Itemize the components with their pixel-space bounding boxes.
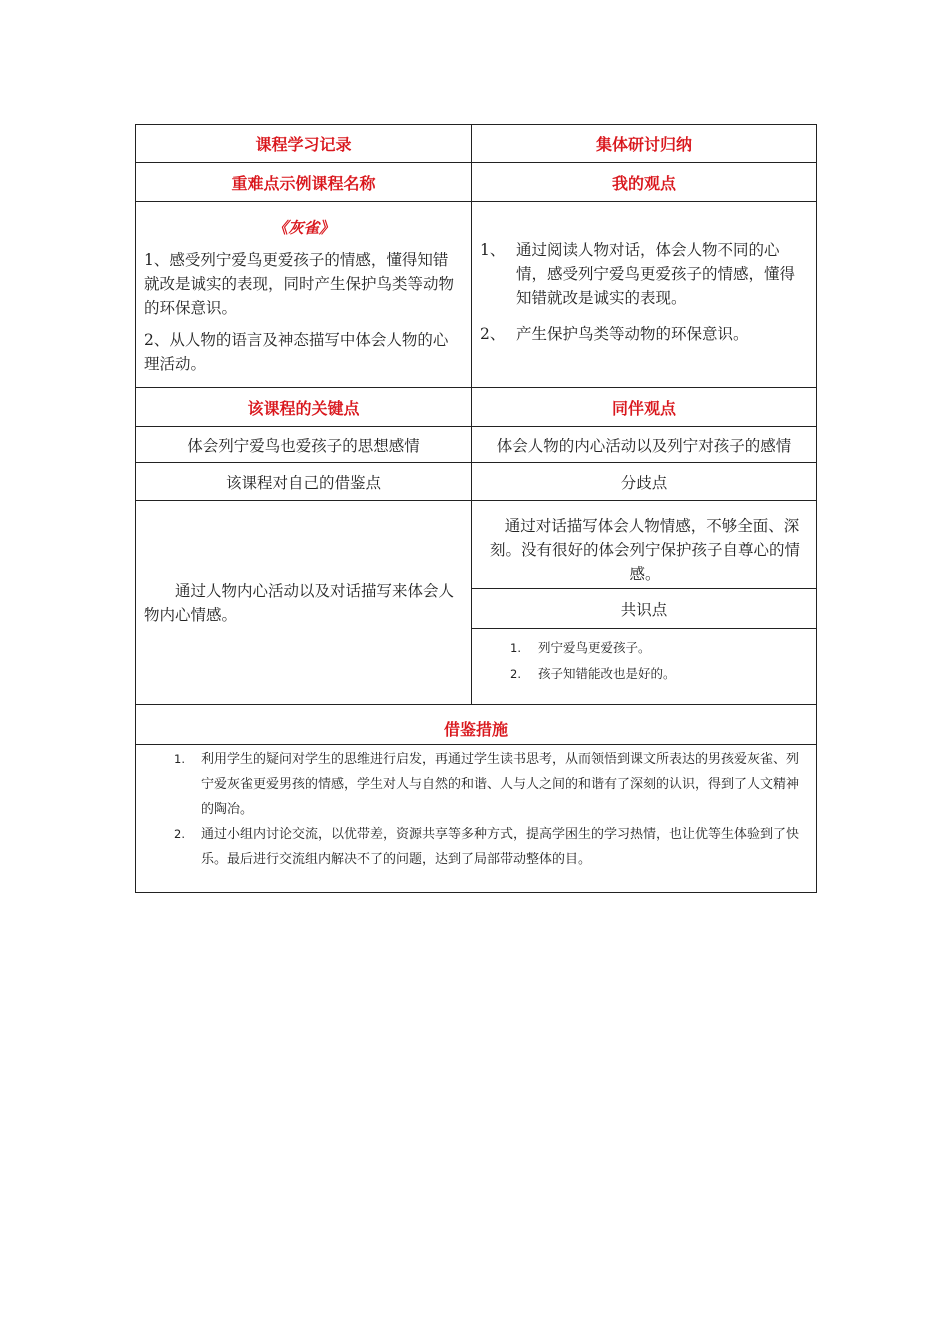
lesson-cell [136,202,472,388]
divergence-text: 通过对话描写体会人物情感，不够全面、深刻。没有很好的体会列宁保护孩子自尊心的情感。 [489,517,800,583]
borrow-text: 通过人物内心活动以及对话描写来体会人物内心情感。 [144,581,455,624]
consensus-list [472,635,816,687]
list-item [510,661,816,687]
list-number: 1. [174,752,185,766]
list-text: 孩子知错能改也是好的。 [538,666,676,681]
header-peer-view: 同伴观点 [472,388,817,427]
list-text: 通过阅读人物对话，体会人物不同的心情，感受列宁爱鸟更爱孩子的情感，懂得知错就改是诚实的表现。 [516,241,796,307]
peer-view-text: 体会人物的内心活动以及列宁对孩子的感情 [472,427,817,463]
course-record-table [135,124,817,893]
lesson-point-2: 2、从人物的语言及神态描写中体会人物的心理活动。 [144,331,449,373]
my-view-cell [472,202,817,388]
divergence-cell [472,501,817,589]
consensus-cell [472,629,817,705]
my-view-list [480,238,806,346]
lesson-point-1: 1、感受列宁爱鸟更爱孩子的情感，懂得知错就改是诚实的表现，同时产生保护鸟类等动物的环保意识。 [144,251,455,317]
header-my-view: 我的观点 [472,163,817,202]
list-item [480,238,806,310]
header-key-points: 该课程的关键点 [136,388,472,427]
list-text: 通过小组内讨论交流，以优带差，资源共享等多种方式，提高学困生的学习热情，也让优等生体验到了快乐。最后进行交流组内解决不了的问题，达到了局部带动整体的目。 [201,827,800,867]
list-item [510,635,816,661]
list-number: 1、 [480,241,506,259]
list-item [480,322,806,346]
lesson-title: 《灰雀》 [272,218,335,237]
consensus-label: 共识点 [472,589,817,629]
key-point-text: 体会列宁爱鸟也爱孩子的思想感情 [136,427,472,463]
list-number: 2. [174,827,185,841]
list-item [174,822,816,872]
borrow-label: 该课程对自己的借鉴点 [136,463,472,501]
borrow-cell [136,501,472,705]
measures-list [136,747,816,872]
header-key-example: 重难点示例课程名称 [136,163,472,202]
header-group-summary: 集体研讨归纳 [472,125,817,163]
measures-cell [136,745,817,893]
list-item [174,747,816,822]
list-text: 利用学生的疑问对学生的思维进行启发，再通过学生读书思考，从而领悟到课文所表达的男孩爱灰雀、列宁爱灰雀更爱男孩的情感，学生对人与自然的和谐、人与人之间的和谐有了深刻的认识，得到了人文精神的陶冶。 [201,752,800,817]
list-text: 列宁爱鸟更爱孩子。 [538,640,651,655]
header-measures: 借鉴措施 [136,705,817,745]
list-number: 2、 [480,325,506,343]
divergence-label: 分歧点 [472,463,817,501]
list-text: 产生保护鸟类等动物的环保意识。 [516,325,749,343]
list-number: 1. [510,641,521,655]
list-number: 2. [510,667,521,681]
header-course-record: 课程学习记录 [136,125,472,163]
